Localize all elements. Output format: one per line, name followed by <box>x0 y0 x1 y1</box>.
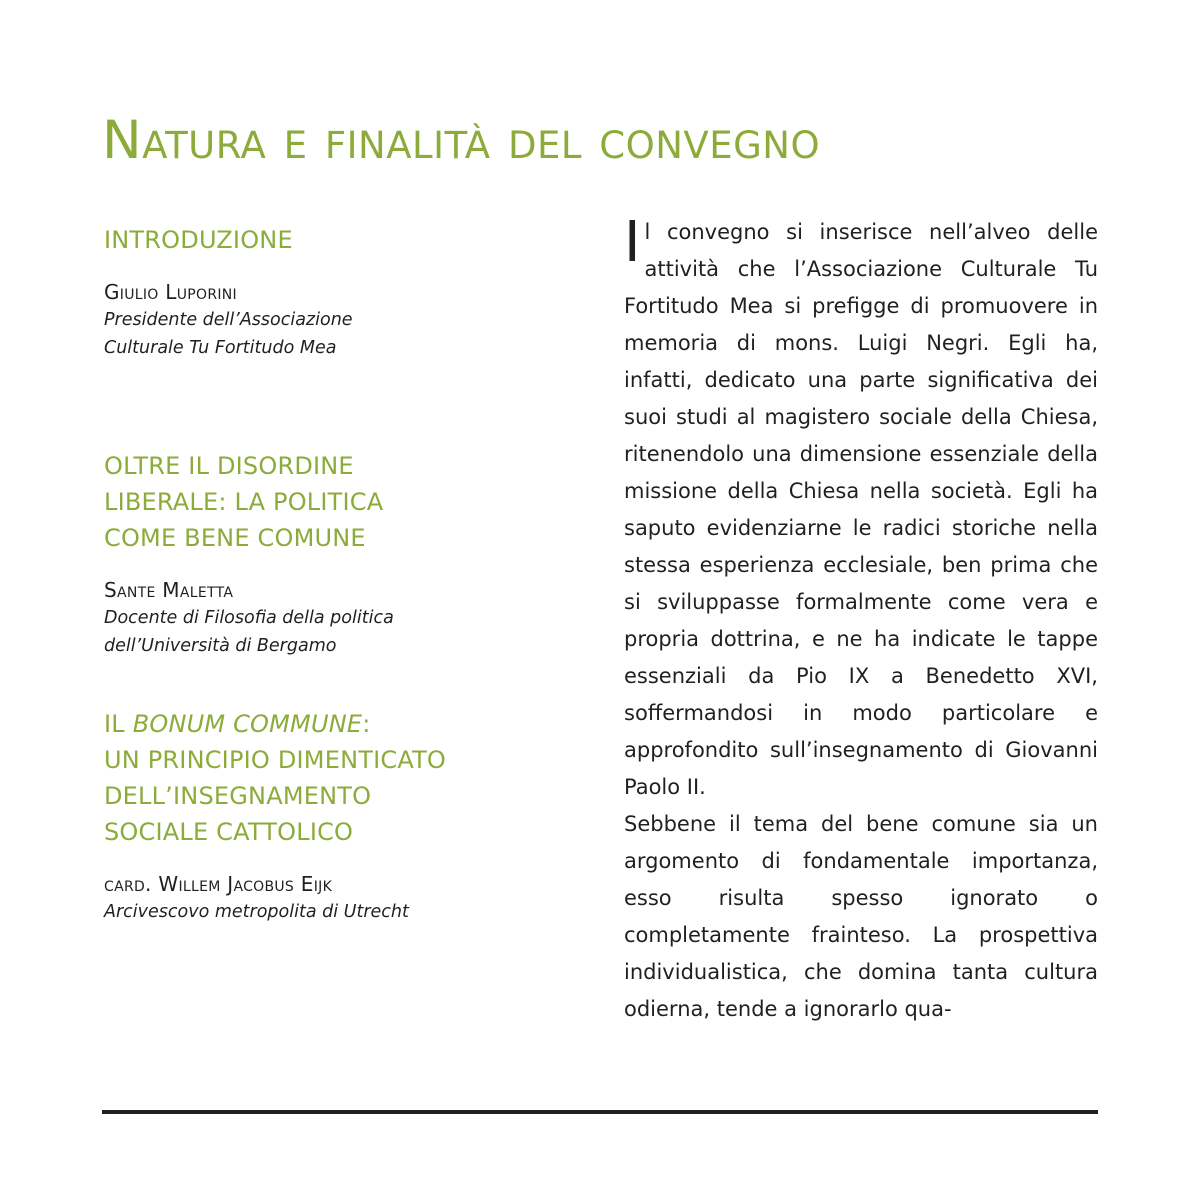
section-heading: IL BONUM COMMUNE: UN PRINCIPIO DIMENTICATO DELL’INSEGNAMENTO SOCIALE CATTOLICO <box>104 706 446 850</box>
speaker-role: Docente di Filosofia della politica dell’Università di Bergamo <box>104 608 394 656</box>
speaker-role: Presidente dell’Associazione Culturale Tu Fortitudo Mea <box>104 310 353 358</box>
program-section-bonum-commune <box>104 706 446 926</box>
drop-cap: I <box>624 210 641 275</box>
section-heading: OLTRE IL DISORDINE LIBERALE: LA POLITICA COME BENE COMUNE <box>104 452 384 552</box>
program-section-introduction <box>104 222 353 362</box>
speaker-name: card. Willem Jacobus Eijk <box>104 872 333 896</box>
speaker-name: Giulio Luporini <box>104 280 237 304</box>
bottom-rule <box>102 1110 1098 1114</box>
section-heading-line: IL BONUM COMMUNE: <box>104 710 371 738</box>
speaker-role: Arcivescovo metropolita di Utrecht <box>104 902 409 922</box>
page-title: Natura e finalità del convegno <box>102 110 821 171</box>
latin-term: BONUM COMMUNE <box>132 710 363 738</box>
speaker-name: Sante Maletta <box>104 578 234 602</box>
section-heading: INTRODUZIONE <box>104 226 293 254</box>
body-text <box>624 210 1098 1028</box>
program-section-liberal-disorder <box>104 448 394 660</box>
body-paragraph: Sebbene il tema del bene comune sia un argomento di fondamentale importanza, esso risulta spesso ignorato o completamente frainteso. La prospettiva individualistica, che domina tanta cultura odierna, tende a ignorarlo qua- <box>624 812 1098 1021</box>
body-paragraph: Il convegno si inserisce nell’alveo delle attività che l’Associazione Culturale Tu Fortitudo Mea si prefigge di promuovere in memoria di mons. Luigi Negri. Egli ha, infatti, dedicato una parte significativa dei suoi studi al magistero sociale della Chiesa, ritenendolo una dimensione essenziale della missione della Chiesa nella società. Egli ha saputo evidenziarne le radici storiche nella stessa esperienza ecclesiale, ben prima che si sviluppasse formalmente come vera e propria dottrina, e ne ha indicate le tappe essenziali da Pio IX a Benedetto XVI, soffermandosi in modo particolare e approfondito sull’insegnamento di Giovanni Paolo II. <box>624 210 1098 799</box>
